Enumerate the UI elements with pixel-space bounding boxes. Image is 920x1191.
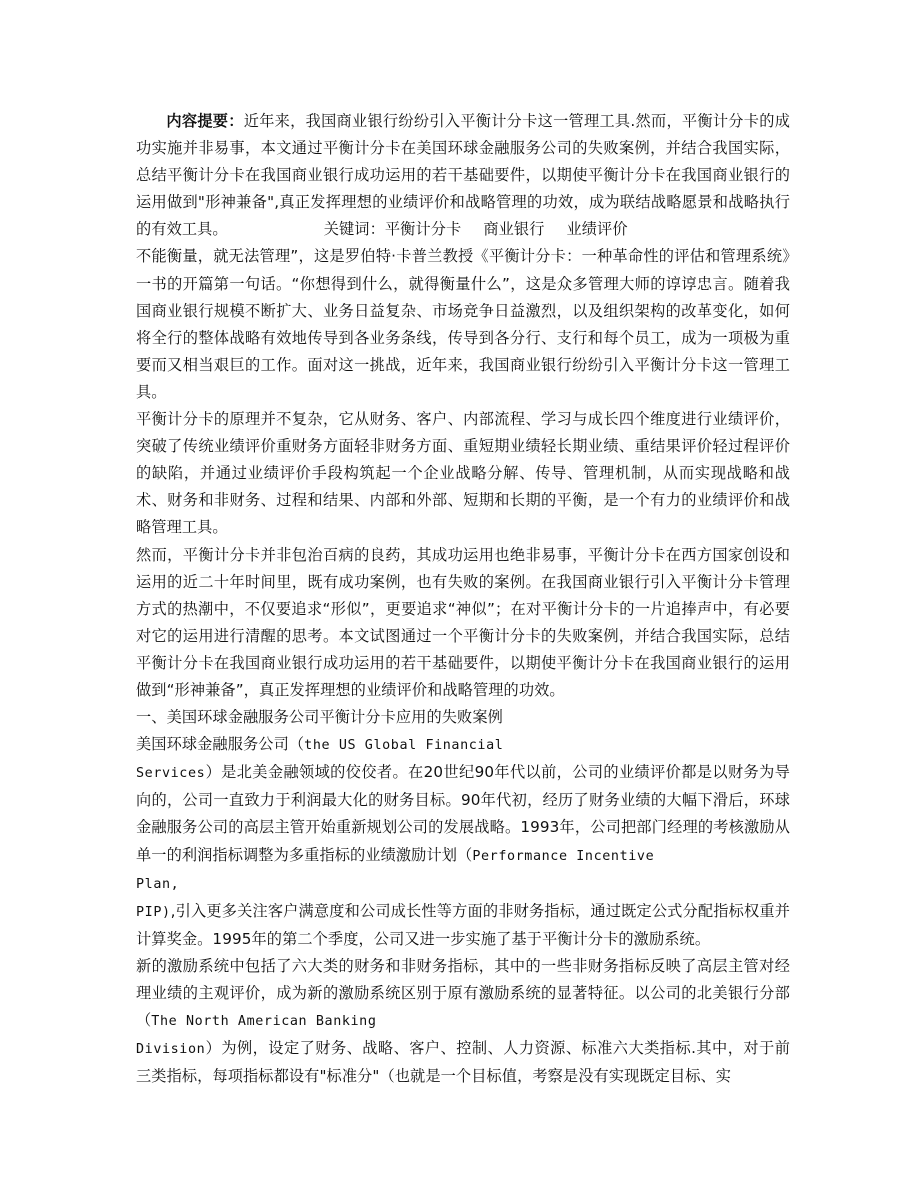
case-text-3: 新的激励系统中包括了六大类的财务和非财务指标，其中的一些非财务指标反映了高层主管对经理业绩的主观评价，成为新的激励系统区别于原有激励系统的显著特征。以公司的北美银行分部（ <box>136 956 790 1030</box>
pip-en-1: Performance Incentive <box>472 848 655 864</box>
abstract-label: 内容提要： <box>166 112 244 130</box>
body-paragraph-3: 然而，平衡计分卡并非包治百病的良药，其成功运用也绝非易事，平衡计分卡在西方国家创设和运用的近二十年时间里，既有成功案例，也有失败的案例。在我国商业银行引入平衡计分卡管理方式的热潮中，不仅要追求“形似”，更要追求“神似”；在对平衡计分卡的一片追捧声中，有必要对它的运用进行清醒的思考。本文试图通过一个平衡计分卡的失败案例，并结合我国实际，总结平衡计分卡在我国商业银行成功运用的若干基础要件，以期使平衡计分卡在我国商业银行的运用做到“形神兼备”，真正发挥理想的业绩评价和战略管理的功效。 <box>136 545 790 699</box>
pip-en-2: Plan, <box>136 876 180 892</box>
keyword-1: 平衡计分卡 <box>384 220 462 239</box>
case-company-en: the US Global Financial <box>304 738 504 754</box>
keyword-2: 商业银行 <box>483 220 545 239</box>
case-line-1 <box>136 731 790 759</box>
case-text-1: ）是北美金融领域的佼佼者。在20世纪90年代以前，公司的业绩评价都是以财务为导向的，公司一直致力于利润最大化的财务目标。90年代初，经历了财务业绩的大幅下滑后，环球金融服务公司的高层主管开始重新规划公司的发展战略。1993年，公司把部门经理的考核激励从单一的利润指标调整为多重指标的业绩激励计划（ <box>136 763 790 864</box>
body-paragraph-1: 不能衡量，就无法管理”，这是罗伯特·卡普兰教授《平衡计分卡：一种革命性的评估和管理系统》一书的开篇第一句话。“你想得到什么，就得衡量什么”，这是众多管理大师的谆谆忠言。随着我国商业银行规模不断扩大、业务日益复杂、市场竞争日益激烈，以及组织架构的改革变化，如何将全行的整体战略有效地传导到各业务条线，传导到各分行、支行和每个员工，成为一项极为重要而又相当艰巨的工作。面对这一挑战，近年来，我国商业银行纷纷引入平衡计分卡这一管理工具。 <box>136 247 790 401</box>
case-company-cn: 美国环球金融服务公司（ <box>136 735 305 754</box>
document-body <box>136 108 790 1090</box>
abstract-paragraph <box>136 108 790 243</box>
keywords-label: 关键词： <box>323 220 385 239</box>
keyword-3: 业绩评价 <box>566 220 628 239</box>
division-en-1: The North American Banking <box>151 1014 377 1030</box>
section-heading: 一、美国环球金融服务公司平衡计分卡应用的失败案例 <box>136 708 503 727</box>
case-company-en-2: Services <box>136 766 206 782</box>
case-text-4: ）为例，设定了财务、战略、客户、控制、人力资源、标准六大类指标.其中，对于前三类指标，每项指标都设有"标准分"（也就是一个目标值，考察是没有实现既定目标、实 <box>136 1039 790 1086</box>
division-en-2: Division <box>136 1042 206 1058</box>
case-paragraph-1 <box>136 759 790 953</box>
body-paragraph-2: 平衡计分卡的原理并不复杂，它从财务、客户、内部流程、学习与成长四个维度进行业绩评价，突破了传统业绩评价重财务方面轻非财务方面、重短期业绩轻长期业绩、重结果评价轻过程评价的缺陷，并通过业绩评价手段构筑起一个企业战略分解、传导、管理机制，从而实现战略和战术、财务和非财务、过程和结果、内部和外部、短期和长期的平衡，是一个有力的业绩评价和战略管理工具。 <box>136 410 790 537</box>
case-paragraph-2 <box>136 953 790 1090</box>
pip-en-3: PIP) <box>136 904 171 920</box>
abstract-text: 近年来，我国商业银行纷纷引入平衡计分卡这一管理工具.然而，平衡计分卡的成功实施并非易事，本文通过平衡计分卡在美国环球金融服务公司的失败案例，并结合我国实际，总结平衡计分卡在我国商业银行成功运用的若干基础要件，以期使平衡计分卡在我国商业银行的运用做到"形神兼备",真正发挥理想的业绩评价和战略管理的功效，成为联结战略愿景和战略执行的有效工具。 <box>136 112 790 239</box>
case-text-2: ,引入更多关注客户满意度和公司成长性等方面的非财务指标，通过既定公式分配指标权重并计算奖金。1995年的第二个季度，公司又进一步实施了基于平衡计分卡的激励系统。 <box>136 901 790 948</box>
